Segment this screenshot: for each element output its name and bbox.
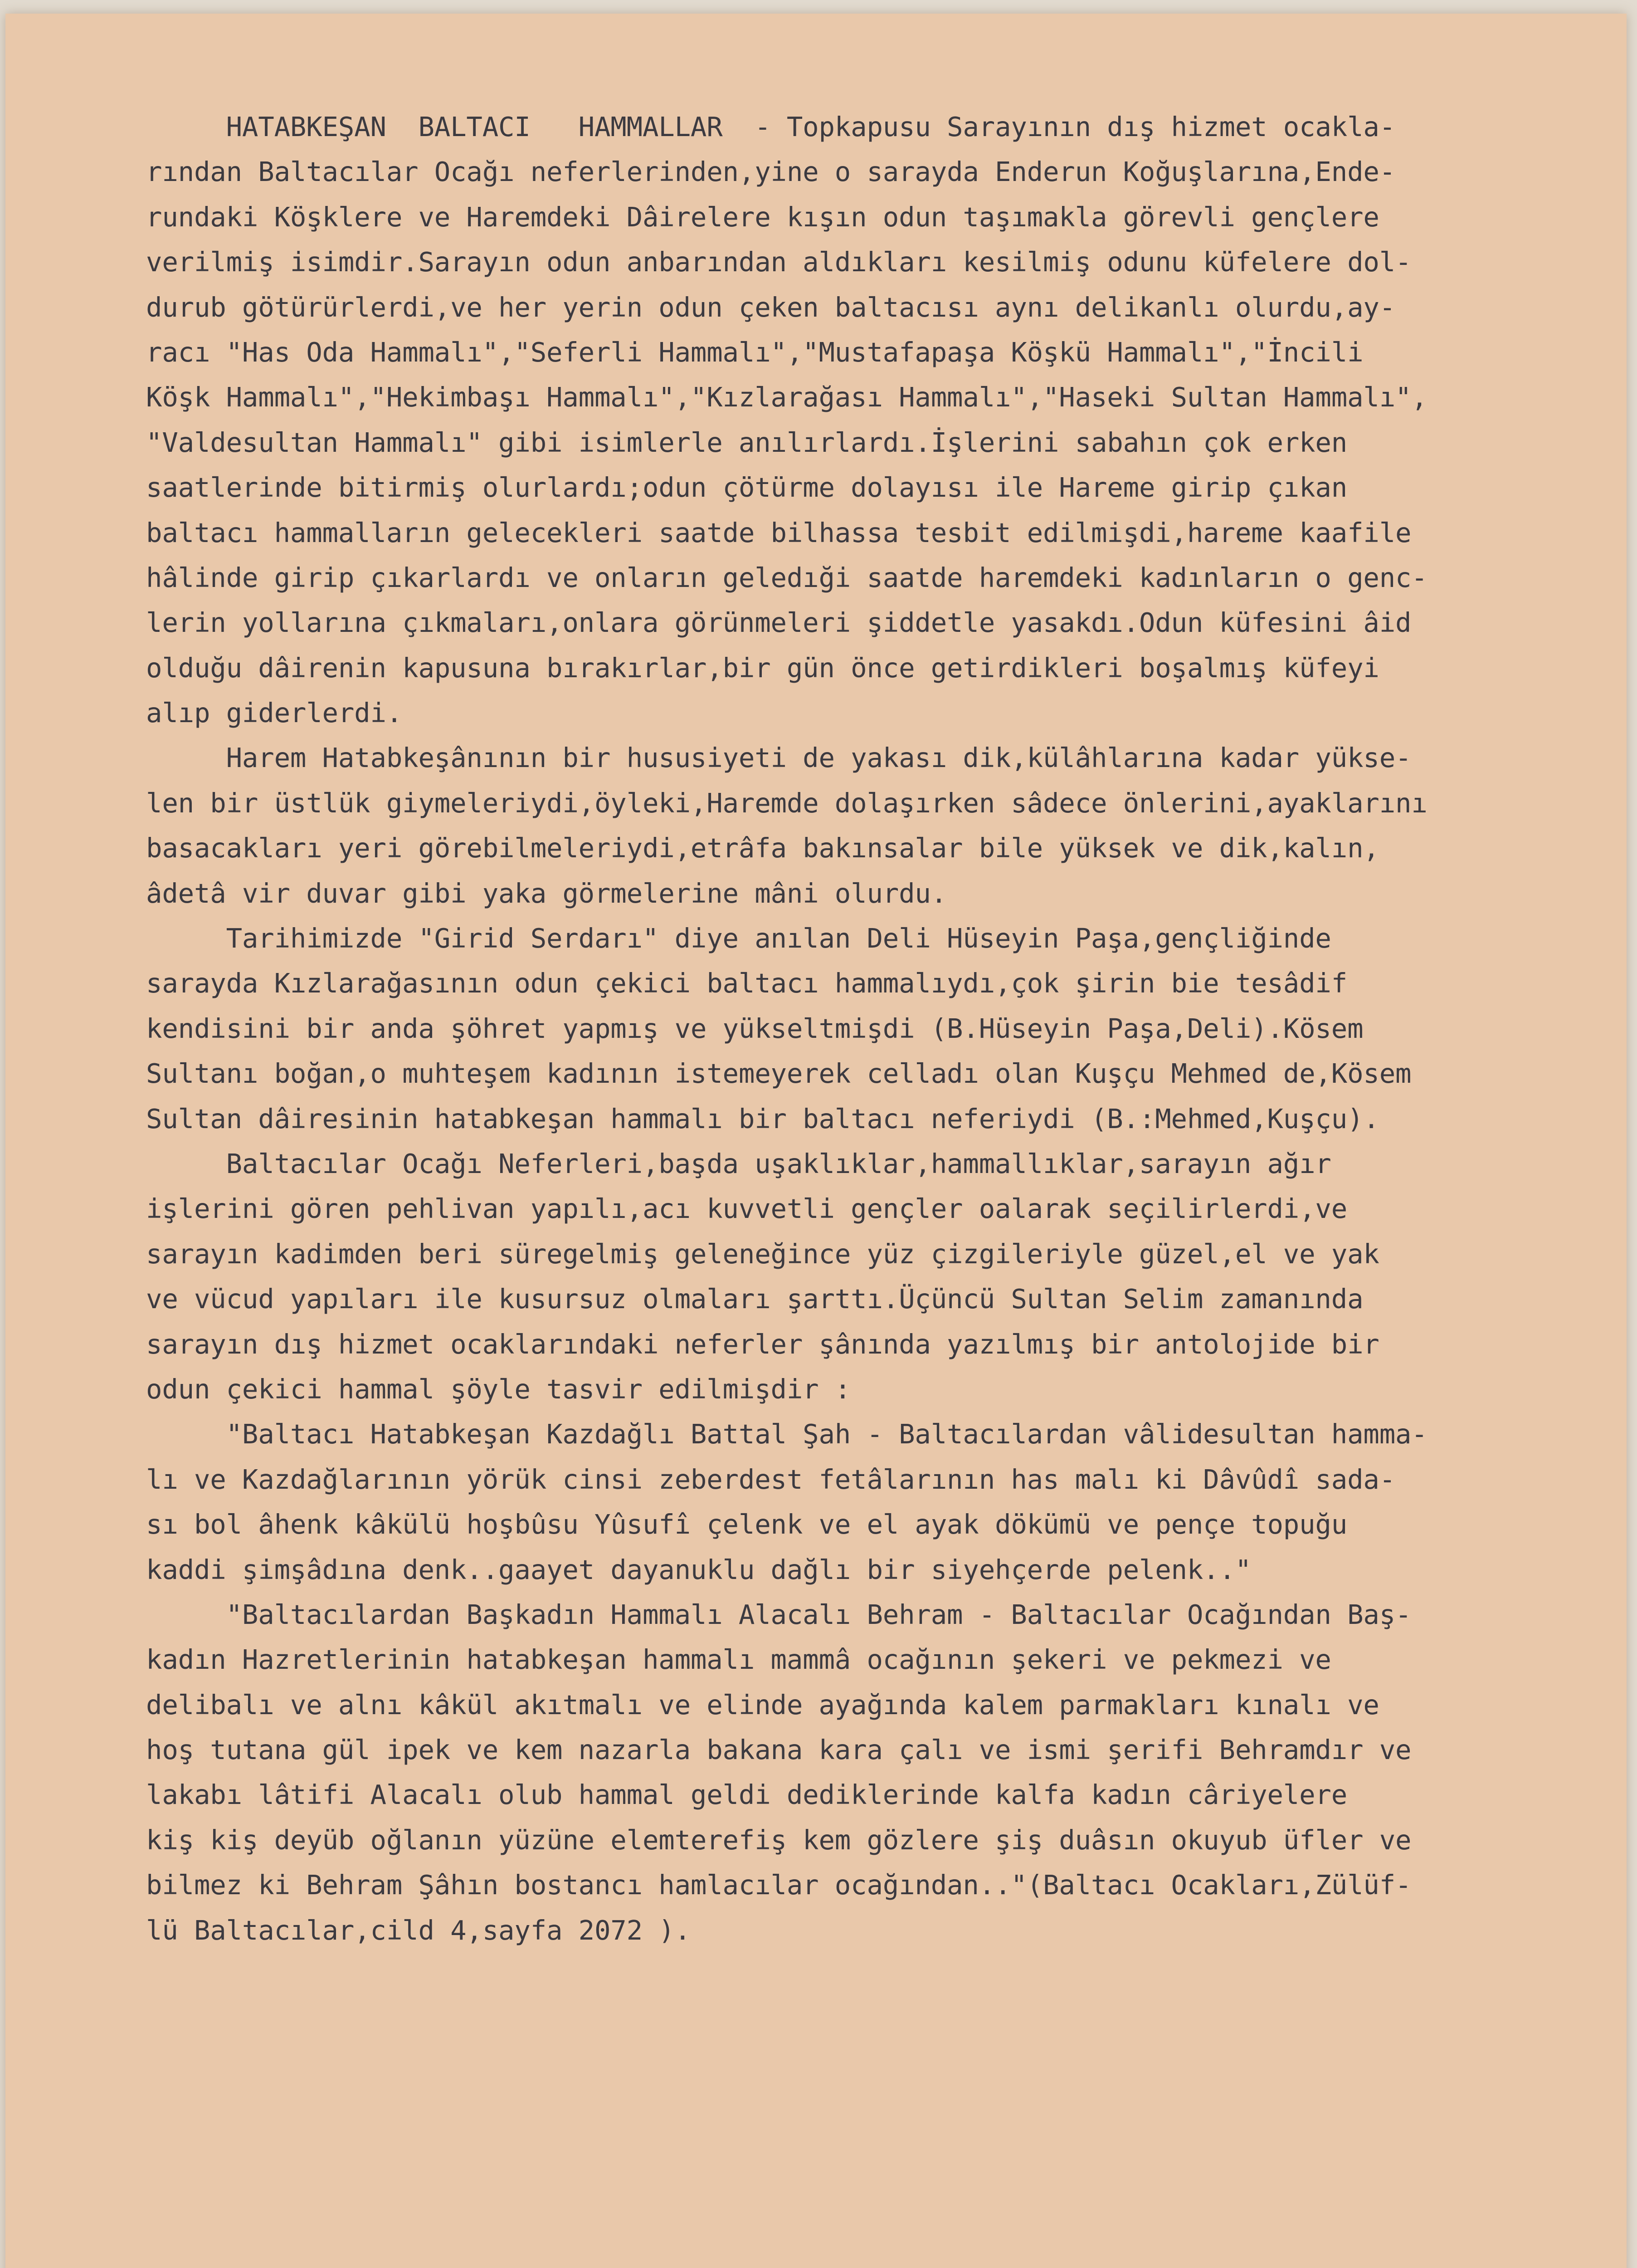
- text-line: sarayda Kızlarağasının odun çekici baltacı hammalıydı,çok şirin bie tesâdif: [146, 968, 1348, 999]
- text-line: lerin yollarına çıkmaları,onlara görünmeleri şiddetle yasakdı.Odun küfesini âid: [146, 607, 1412, 639]
- text-line: hâlinde girip çıkarlardı ve onların geledıği saatde haremdeki kadınların o genc-: [146, 562, 1428, 593]
- text-line: "Baltacılardan Başkadın Hammalı Alacalı Behram - Baltacılar Ocağından Baş-: [146, 1598, 1412, 1630]
- text-line: verilmiş isimdir.Sarayın odun anbarından aldıkları kesilmiş odunu küfelere dol-: [146, 246, 1412, 278]
- text-line: "Baltacı Hatabkeşan Kazdağlı Battal Şah - Baltacılardan vâlidesultan hamma-: [146, 1418, 1428, 1450]
- text-line: odun çekici hammal şöyle tasvir edilmişdir :: [146, 1373, 851, 1405]
- text-line: kendisini bir anda şöhret yapmış ve yükseltmişdi (B.Hüseyin Paşa,Deli).Kösem: [146, 1012, 1364, 1044]
- text-line: âdetâ vir duvar gibi yaka görmelerine mâni olurdu.: [146, 877, 947, 909]
- text-line: Baltacılar Ocağı Neferleri,başda uşaklıklar,hammallıklar,sarayın ağır: [146, 1148, 1331, 1179]
- text-line: sarayın dış hizmet ocaklarındaki neferler şânında yazılmış bir antolojide bir: [146, 1328, 1379, 1360]
- text-line: olduğu dâirenin kapusuna bırakırlar,bir gün önce getirdikleri boşalmış küfeyi: [146, 652, 1379, 684]
- text-line: ve vücud yapıları ile kusursuz olmaları şarttı.Üçüncü Sultan Selim zamanında: [146, 1283, 1364, 1315]
- text-line: sarayın kadimden beri süregelmiş geleneğince yüz çizgileriyle güzel,el ve yak: [146, 1238, 1379, 1270]
- text-line: kaddi şimşâdına denk..gaayet dayanuklu dağlı bir siyehçerde pelenk..": [146, 1554, 1252, 1585]
- text-line: işlerini gören pehlivan yapılı,acı kuvvetli gençler oalarak seçilirlerdi,ve: [146, 1193, 1348, 1225]
- text-line: durub götürürlerdi,ve her yerin odun çeken baltacısı aynı delikanlı olurdu,ay-: [146, 291, 1396, 323]
- text-line: Harem Hatabkeşânının bir hususiyeti de yakası dik,külâhlarına kadar yükse-: [146, 742, 1412, 774]
- text-line: len bir üstlük giymeleriydi,öyleki,Haremde dolaşırken sâdece önlerini,ayaklarını: [146, 787, 1428, 819]
- text-line: lı ve Kazdağlarının yörük cinsi zeberdest fetâlarının has malı ki Dâvûdî sada-: [146, 1463, 1396, 1495]
- text-line: sı bol âhenk kâkülü hoşbûsu Yûsufî çelenk ve el ayak dökümü ve pençe topuğu: [146, 1509, 1348, 1540]
- typed-text-body: [146, 104, 1620, 1953]
- text-line: basacakları yeri görebilmeleriydi,etrâfa bakınsalar bile yüksek ve dik,kalın,: [146, 832, 1379, 864]
- document-page: [5, 14, 1627, 2268]
- text-line: Tarihimizde "Girid Serdarı" diye anılan Deli Hüseyin Paşa,gençliğinde: [146, 923, 1331, 954]
- text-line: lakabı lâtifi Alacalı olub hammal geldi dediklerinde kalfa kadın câriyelere: [146, 1779, 1348, 1811]
- text-line: kadın Hazretlerinin hatabkeşan hammalı mammâ ocağının şekeri ve pekmezi ve: [146, 1644, 1331, 1676]
- text-line: rundaki Köşklere ve Haremdeki Dâirelere kışın odun taşımakla görevli gençlere: [146, 201, 1379, 233]
- text-line: bilmez ki Behram Şâhın bostancı hamlacılar ocağından.."(Baltacı Ocakları,Zülüf-: [146, 1869, 1412, 1901]
- text-line: rından Baltacılar Ocağı neferlerinden,yine o sarayda Enderun Koğuşlarına,Ende-: [146, 156, 1396, 188]
- text-line: lü Baltacılar,cild 4,sayfa 2072 ).: [146, 1914, 691, 1946]
- text-line: delibalı ve alnı kâkül akıtmalı ve elinde ayağında kalem parmakları kınalı ve: [146, 1689, 1379, 1721]
- text-line: hoş tutana gül ipek ve kem nazarla bakana kara çalı ve ismi şerifi Behramdır ve: [146, 1734, 1412, 1766]
- text-line: Sultan dâiresinin hatabkeşan hammalı bir baltacı neferiydi (B.:Mehmed,Kuşçu).: [146, 1103, 1379, 1134]
- text-line: "Valdesultan Hammalı" gibi isimlerle anılırlardı.İşlerini sabahın çok erken: [146, 426, 1348, 458]
- text-line: saatlerinde bitirmiş olurlardı;odun çötürme dolayısı ile Hareme girip çıkan: [146, 472, 1348, 503]
- text-line: kiş kiş deyüb oğlanın yüzüne elemterefiş kem gözlere şiş duâsın okuyub üfler ve: [146, 1824, 1412, 1856]
- text-line: Köşk Hammalı","Hekimbaşı Hammalı","Kızlarağası Hammalı","Haseki Sultan Hammalı",: [146, 381, 1428, 413]
- text-line: alıp giderlerdi.: [146, 697, 403, 729]
- text-line: HATABKEŞAN BALTACI HAMMALLAR - Topkapusu Sarayının dış hizmet ocakla-: [146, 111, 1396, 142]
- text-line: baltacı hammalların gelecekleri saatde bilhassa tesbit edilmişdi,hareme kaafile: [146, 517, 1412, 548]
- text-line: Sultanı boğan,o muhteşem kadının istemeyerek celladı olan Kuşçu Mehmed de,Kösem: [146, 1058, 1412, 1090]
- text-line: racı "Has Oda Hammalı","Seferli Hammalı","Mustafapaşa Köşkü Hammalı","İncili: [146, 336, 1364, 368]
